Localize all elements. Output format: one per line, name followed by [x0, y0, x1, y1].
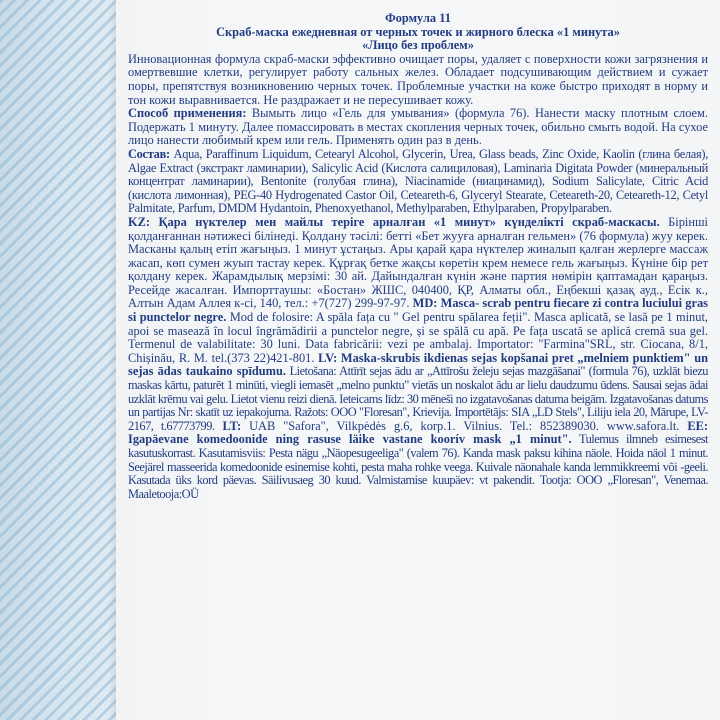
kz-text: Бірінші қолданғаннан нәтижесі білінеді. Қолдану тәсілі: бетті «Бет жууға арналған гельмен» (76 формула) жуу керек. Масканы қалың етіп жағыңыз. 1 минут ұстаңыз. Ары қарай қара нүктелер жиналып қалған жерлерге массаж жасап, көп сумен жуып тастау керек. Құрғақ бетке жақсы көретін крем немесе гель жағыңыз. Күніне бір рет қолдану керек. Жарамдылық мерзімі: 30 ай. Дайындалған күнін және партия нөмірін қаптамадан қараңыз. Ресейде жасалған. Импорттаушы: «Бостан» ЖШС, 040400, ҚР, Алматы обл., Еңбекші қазақ ауд., Есік к., Алтын Адам Аллея к-сі, 140, тел.: +7(727) 299-97-97.: [128, 214, 708, 311]
label-text: [128, 12, 708, 501]
kz-label: KZ: Қара нүктелер мен майлы теріге арналған «1 минут» күнделікті скраб-маскасы.: [128, 214, 660, 229]
md-label: MD: Masca- scrab pentru fiecare zi contra luciului gras si punctelor negre.: [128, 296, 708, 325]
lt-text: UAB "Safora", Vilkpėdės g.6, korp.1. Vilnius. Tel.: 852389030. www.safora.lt.: [241, 418, 680, 433]
ru-description: [128, 53, 708, 107]
product-subtitle: Скраб-маска ежедневная от черных точек и жирного блеска «1 минута»: [216, 24, 620, 39]
formula-title: Формула 11: [385, 11, 451, 25]
tube-stripe-pattern: [0, 0, 120, 720]
lv-text: Lietošana: Attīrīt sejas ādu ar „Attīrošu želeju sejas mazgāšanai" (formula 76), uzklāt biezu maskas kārtu, paturēt 1 minūti, viegli iemasēt „melno punktu" vietās un noskalot ādu ar lielu daudzumu ūdens. Sausai sejas ādai uzklāt krēmu vai gelu. Lietot vienu reizi dienā. Ieteicams līdz: 30 mēneši no izgatavošanas datuma beigām. Izgatavošanas datums un partijas Nr: skatīt uz iepakojuma. Ražots: OOO "Floresan", Krievija. Importētājs: SIA „LD Stels", Liliju iela 20, Mārupe, LV-2167, t.67773799.: [128, 364, 709, 433]
ru-usage-label: Способ применения:: [128, 106, 247, 121]
md-text: Mod de folosire: A spăla fața cu " Gel pentru spălarea feții". Masca aplicată, se lasă pe 1 minut, apoi se masează în locul îngrămădirii a punctelor negre, și se spălă cu apă. Pe fața uscată se aplică cremă sua gel. Termenul de valabilitate: 30 luni. Data fabricării: vezi pe ambalaj. Importator: "Farmina"SRL, str. Ciocana, 8/1, Chișinău, R. M. tel.(373 22)421-801.: [128, 310, 708, 365]
lt-label: LT:: [222, 418, 242, 433]
ru-composition-text: Aqua, Paraffinum Liquidum, Cetearyl Alcohol, Glycerin, Urea, Glass beads, Zinc Oxide, Kaolin (глина белая), Algae Extract (экстракт ламинарии), Salicylic Acid (Кислота салициловая), Laminaria Digitata Powder (минеральный концентрат ламинарии), Bentonite (голубая глина), Niacinamide (ниацинамид), Sodium Salicylate, Citric Acid (кислота лимонная), PEG-40 Hydrogenated Castor Oil, Ceteareth-6, Glyceryl Stearate, Ceteareth-20, Ceteareth-12, Cetyl Palmitate, Parfum, DMDM Hydantoin, Phenoxyethanol, Methylparaben, Ethylparaben, Propylparaben.: [128, 146, 708, 216]
kz-section: [128, 216, 708, 501]
ru-composition: [128, 148, 708, 216]
product-name: «Лицо без проблем»: [362, 38, 474, 53]
ee-label: EE: Igapäevane komedoonide ning rasuse läike vastane koorív mask „1 minut".: [128, 418, 708, 447]
ee-text: Tulemus ilmneb esimesest kasutuskorrast. Kasutamisviis: Pesta nägu „Näopesugeeliga" (valem 76). Kanda mask paksu kihina näole. Hoida näol 1 minut. Seejärel masseerida komedoonide esinemise kohti, pesta maha rohke veega. Kuivale näonahale kanda lemmikkreemi või -geeli. Kasutada üks kord päevas. Säilivusaeg 30 kuud. Valmistamise kuupäev: vt pakendit. Tootja: OOO „Floresan", Venemaa. Maaletooja:OÜ: [128, 432, 709, 501]
ru-usage: [128, 107, 708, 148]
ru-intro: Инновационная формула скраб-маски эффективно очищает поры, удаляет с поверхности кожи загрязнения и омертвевшие клетки, регулирует работу сальных желез. Обладает подсушивающим действием и сужает поры, препятствуя возникновению черных точек. Проблемные участки на коже быстро приходят в норму и тон кожи выравнивается. Не раздражает и не пересушивает кожу.: [128, 51, 708, 107]
ru-usage-text: Вымыть лицо «Гель для умывания» (формула 76). Нанести маску плотным слоем. Подержать 1 минуту. Далее помассировать в местах скопления черных точек, обильно смыть водой. На сухое лицо нанести любимый крем или гель. Применять один раз в день.: [128, 106, 708, 148]
lv-label: LV: Maska-skrubis ikdienas sejas kopšanai pret „melniem punktiem" un sejas ādas taukaino spīdumu.: [128, 350, 708, 379]
ru-composition-label: Состав:: [128, 146, 170, 161]
